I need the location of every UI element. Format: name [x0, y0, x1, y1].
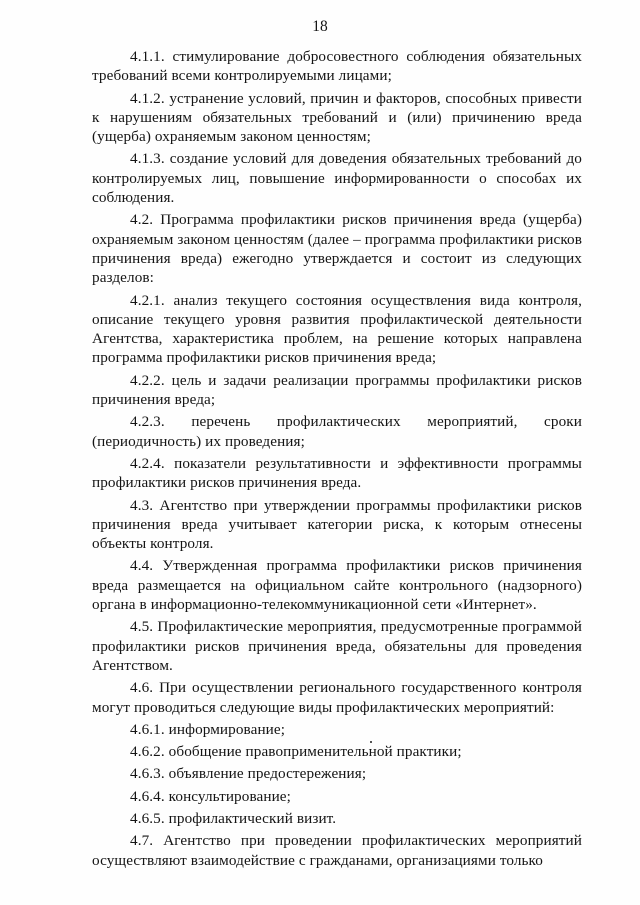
paragraph-4-6-3: 4.6.3. объявление предостережения; — [130, 765, 367, 783]
paragraph-4-7: 4.7. Агентство при проведении профилактических мероприятий осуществляют взаимодействие с гражданами, организациями только — [92, 832, 582, 869]
scan-speck — [370, 741, 372, 743]
page-number: 18 — [312, 18, 328, 35]
paragraph-4-6: 4.6. При осуществлении регионального государственного контроля могут проводиться следующие виды профилактических мероприятий: — [92, 679, 582, 716]
paragraph-4-3: 4.3. Агентство при утверждении программы профилактики рисков причинения вреда учитывает категории риска, к которым отнесены объекты контроля. — [92, 496, 582, 553]
paragraph-4-6-4: 4.6.4. консультирование; — [130, 787, 291, 805]
paragraph-4-2-3: 4.2.3. перечень профилактических мероприятий, сроки (периодичность) их проведения; — [92, 413, 582, 450]
paragraph-4-1-3: 4.1.3. создание условий для доведения обязательных требований до контролируемых лиц, повышение информированности о способах их соблюдения. — [92, 150, 582, 207]
paragraph-4-6-1: 4.6.1. информирование; — [130, 720, 286, 738]
paragraph-4-2-4: 4.2.4. показатели результативности и эффективности программы профилактики рисков причинения вреда. — [92, 454, 582, 492]
paragraph-4-6-2: 4.6.2. обобщение правоприменительной практики; — [130, 743, 462, 761]
paragraph-4-1-2: 4.1.2. устранение условий, причин и факторов, способных привести к нарушениям обязательных требований и (или) причинению вреда (ущерба) охраняемым законом ценностям; — [92, 89, 582, 146]
paragraph-4-4: 4.4. Утвержденная программа профилактики рисков причинения вреда размещается на официальном сайте контрольного (надзорного) органа в информационно-телекоммуникационной сети «Интернет». — [92, 557, 582, 614]
paragraph-4-2-2: 4.2.2. цель и задачи реализации программы профилактики рисков причинения вреда; — [92, 371, 582, 409]
paragraph-4-5: 4.5. Профилактические мероприятия, предусмотренные программой профилактики рисков причинения вреда, обязательны для проведения Агентством. — [92, 618, 582, 674]
paragraph-4-6-5: 4.6.5. профилактический визит. — [130, 809, 337, 827]
document-body — [92, 47, 582, 873]
paragraph-4-1-1: 4.1.1. стимулирование добросовестного соблюдения обязательных требований всеми контролируемыми лицами; — [92, 48, 582, 85]
paragraph-4-2-1: 4.2.1. анализ текущего состояния осуществления вида контроля, описание текущего уровня развития профилактической деятельности Агентства, характеристика проблем, на решение которых направлена программа профилактики рисков причинения вреда; — [92, 291, 582, 367]
paragraph-4-2: 4.2. Программа профилактики рисков причинения вреда (ущерба) охраняемым законом ценностям (далее – программа профилактики рисков причинения вреда) ежегодно утверждается и состоит из следующих разделов: — [92, 211, 582, 287]
